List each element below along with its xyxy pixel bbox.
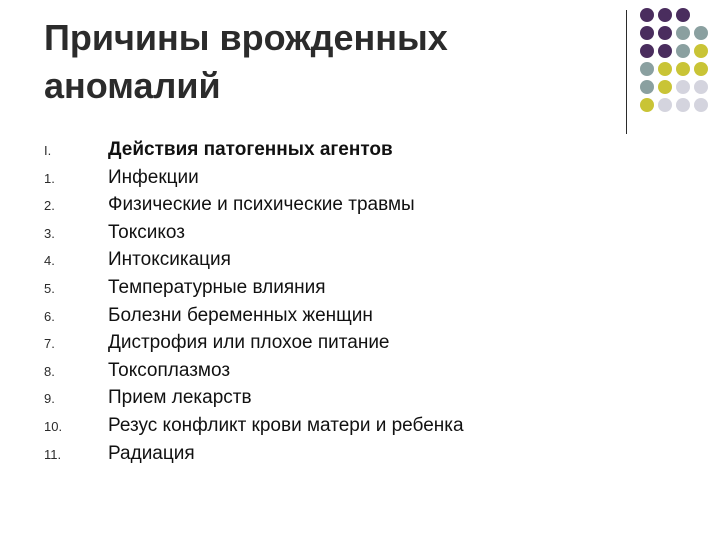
dot-olive — [658, 62, 672, 76]
list-marker: 11. — [44, 446, 62, 462]
dot-gray — [676, 26, 690, 40]
list-marker: I. — [44, 143, 52, 158]
dot-grid-icon — [640, 8, 720, 118]
list-marker: 10. — [44, 418, 63, 434]
dot-purple — [658, 26, 672, 40]
dot-purple — [658, 44, 672, 58]
list-item — [44, 330, 544, 358]
list-item — [44, 137, 544, 165]
dot-light — [694, 80, 708, 94]
dot-purple — [658, 8, 672, 22]
dot-gray — [694, 26, 708, 40]
dot-purple — [640, 44, 654, 58]
list-item — [44, 413, 544, 441]
list-item — [44, 275, 544, 303]
causes-list — [44, 137, 544, 468]
list-marker: 4. — [44, 253, 55, 269]
list-marker: 3. — [44, 225, 55, 241]
list-marker: 2. — [44, 198, 55, 214]
list-item-text: Физические и психические травмы — [108, 194, 415, 216]
dot-light — [676, 80, 690, 94]
list-marker: 5. — [44, 280, 55, 296]
dot-gray — [640, 80, 654, 94]
list-marker: 9. — [44, 391, 55, 407]
list-item — [44, 441, 544, 469]
dot-purple — [640, 8, 654, 22]
list-item-text: Интоксикация — [108, 249, 231, 271]
dot-gray — [640, 62, 654, 76]
decorative-divider — [626, 10, 627, 134]
dot-purple — [676, 8, 690, 22]
slide-title-line-2: аномалий — [44, 65, 221, 106]
list-item-text: Прием лекарств — [108, 387, 252, 409]
dot-light — [694, 98, 708, 112]
dot-gray — [676, 44, 690, 58]
list-item — [44, 303, 544, 331]
list-marker: 1. — [44, 170, 55, 186]
dot-olive — [658, 80, 672, 94]
dot-olive — [694, 62, 708, 76]
list-item — [44, 385, 544, 413]
dot-light — [658, 98, 672, 112]
list-item-text: Дистрофия или плохое питание — [108, 332, 390, 354]
dot-light — [676, 98, 690, 112]
list-item-text: Инфекции — [108, 166, 199, 188]
list-item — [44, 247, 544, 275]
list-item-text: Болезни беременных женщин — [108, 304, 373, 326]
slide-title-line-1: Причины врожденных — [44, 17, 448, 58]
list-item — [44, 358, 544, 386]
dot-olive — [640, 98, 654, 112]
slide-title — [44, 14, 564, 110]
list-marker: 8. — [44, 363, 55, 379]
list-item — [44, 192, 544, 220]
list-item — [44, 165, 544, 193]
list-item-text: Радиация — [108, 442, 195, 464]
list-marker: 7. — [44, 336, 55, 352]
list-item-text: Действия патогенных агентов — [108, 139, 393, 160]
list-item — [44, 220, 544, 248]
dot-olive — [676, 62, 690, 76]
list-item-text: Токсикоз — [108, 221, 185, 243]
list-item-text: Резус конфликт крови матери и ребенка — [108, 414, 464, 436]
list-item-text: Температурные влияния — [108, 276, 326, 298]
list-marker: 6. — [44, 308, 55, 324]
dot-olive — [694, 44, 708, 58]
dot-purple — [640, 26, 654, 40]
list-item-text: Токсоплазмоз — [108, 359, 231, 381]
